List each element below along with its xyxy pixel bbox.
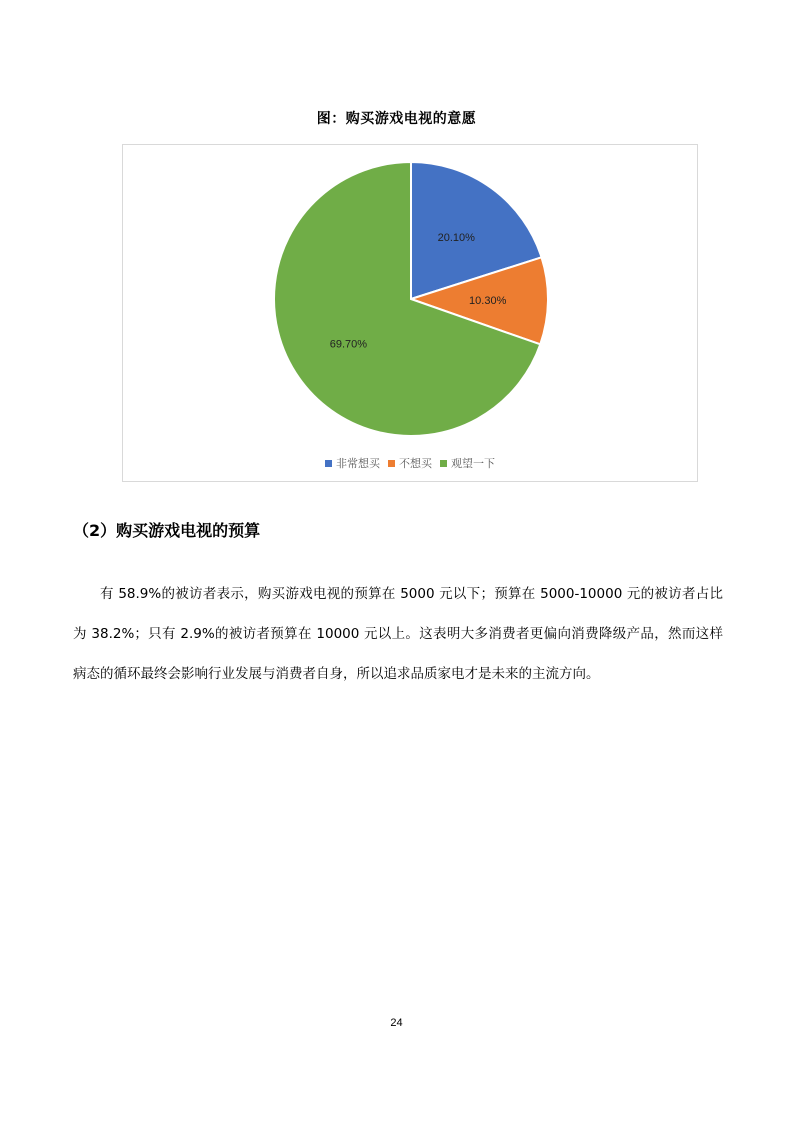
- legend-item-2: [388, 455, 432, 471]
- legend-item-3: [440, 455, 495, 471]
- slice-data-label-1: 20.10%: [437, 232, 475, 245]
- legend-swatch: [388, 460, 395, 467]
- slice-data-label-2: 10.30%: [469, 295, 507, 308]
- legend-label: 观望一下: [451, 457, 495, 470]
- legend-label: 非常想买: [336, 457, 380, 470]
- chart-frame: [122, 144, 698, 482]
- legend-swatch: [440, 460, 447, 467]
- legend-item-1: [325, 455, 380, 471]
- section-heading: （2）购买游戏电视的预算: [73, 521, 261, 540]
- legend-swatch: [325, 460, 332, 467]
- body-paragraph: 有 58.9%的被访者表示，购买游戏电视的预算在 5000 元以下；预算在 5000-10000 元的被访者占比为 38.2%；只有 2.9%的被访者预算在 10000 元以上。这表明大多消费者更偏向消费降级产品，然而这样病态的循环最终会影响行业发展与消费者自身，所以追求品质家电才是未来的主流方向。: [73, 586, 723, 682]
- legend-label: 不想买: [399, 457, 432, 470]
- chart-legend: [123, 455, 697, 471]
- page-number: 24: [390, 1017, 403, 1029]
- chart-title: 图：购买游戏电视的意愿: [316, 111, 477, 127]
- slice-data-label-3: 69.70%: [329, 338, 368, 351]
- pie-chart: [123, 145, 699, 445]
